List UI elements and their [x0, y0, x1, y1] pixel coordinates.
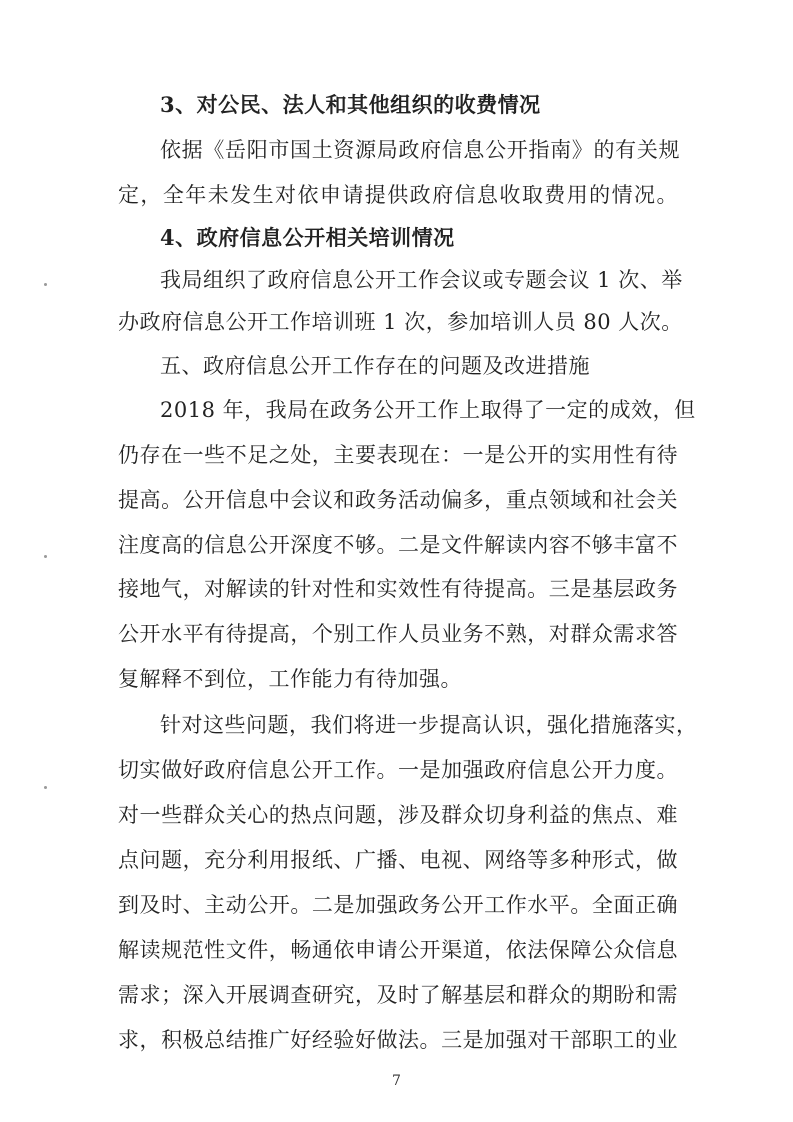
paragraph-line: 注度高的信息公开深度不够。二是文件解读内容不够丰富不 — [118, 533, 678, 557]
scan-speck — [44, 786, 47, 789]
scan-speck — [44, 555, 47, 558]
paragraph-line: 对一些群众关心的热点问题，涉及群众切身利益的焦点、难 — [118, 803, 678, 827]
paragraph-line: 依据《岳阳市国土资源局政府信息公开指南》的有关规 — [160, 138, 680, 162]
paragraph-line: 仍存在一些不足之处，主要表现在：一是公开的实用性有待 — [118, 443, 678, 467]
paragraph-line: 需求；深入开展调查研究，及时了解基层和群众的期盼和需 — [118, 983, 678, 1007]
scan-speck — [44, 283, 47, 286]
section-heading-training: 4、政府信息公开相关培训情况 — [160, 225, 455, 250]
paragraph-line: 办政府信息公开工作培训班 1 次，参加培训人员 80 人次。 — [118, 310, 683, 334]
paragraph-line: 切实做好政府信息公开工作。一是加强政府信息公开力度。 — [118, 758, 678, 782]
paragraph-line: 复解释不到位，工作能力有待加强。 — [118, 667, 462, 691]
paragraph-line: 到及时、主动公开。二是加强政务公开工作水平。全面正确 — [118, 893, 678, 917]
page-number: 7 — [392, 1073, 401, 1089]
paragraph-line: 解读规范性文件，畅通依申请公开渠道，依法保障公众信息 — [118, 938, 678, 962]
paragraph-line: 针对这些问题，我们将进一步提高认识，强化措施落实， — [160, 713, 698, 737]
section-heading-fees: 3、对公民、法人和其他组织的收费情况 — [160, 92, 541, 117]
paragraph-line: 2018 年，我局在政务公开工作上取得了一定的成效，但 — [160, 398, 696, 422]
paragraph-line: 公开水平有待提高，个别工作人员业务不熟，对群众需求答 — [118, 622, 678, 646]
paragraph-line: 我局组织了政府信息公开工作会议或专题会议 1 次、举 — [160, 268, 683, 292]
paragraph-line: 点问题，充分利用报纸、广播、电视、网络等多种形式，做 — [118, 848, 678, 872]
paragraph-line: 提高。公开信息中会议和政务活动偏多，重点领域和社会关 — [118, 488, 678, 512]
paragraph-line: 求，积极总结推广好经验好做法。三是加强对干部职工的业 — [118, 1028, 678, 1052]
paragraph-line: 定，全年未发生对依申请提供政府信息收取费用的情况。 — [118, 183, 678, 207]
paragraph-line: 接地气，对解读的针对性和实效性有待提高。三是基层政务 — [118, 577, 678, 601]
section-heading-problems: 五、政府信息公开工作存在的问题及改进措施 — [160, 354, 590, 378]
